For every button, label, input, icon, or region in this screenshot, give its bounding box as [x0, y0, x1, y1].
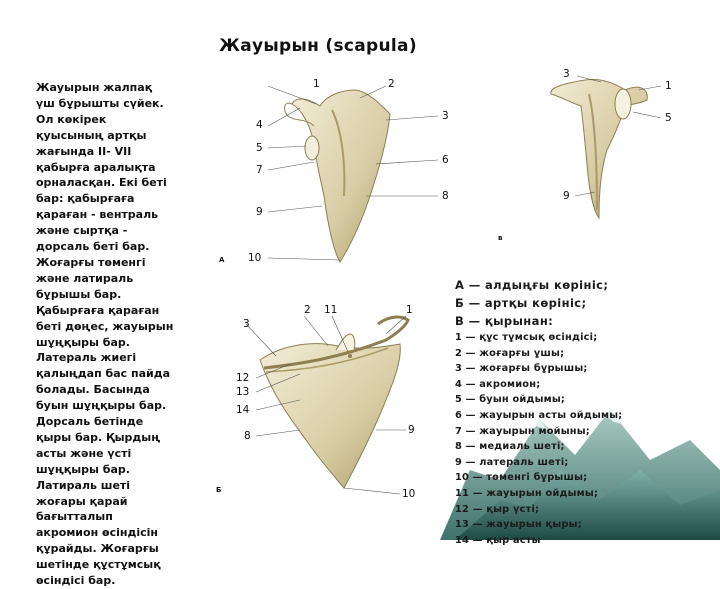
description-line: бұрышы бар. — [36, 287, 122, 301]
description-line: Жоғарғы төменгі — [36, 255, 146, 269]
label-number: 12 — [236, 372, 250, 384]
legend-item: 1 — құс тұмсық өсіндісі; — [455, 332, 598, 343]
description-line: асты және үсті — [36, 446, 132, 460]
legend — [455, 276, 715, 548]
description-line: орналасқан. Екі беті — [36, 176, 167, 190]
description-line: бағытталып — [36, 510, 113, 524]
legend-item: 7 — жауырын мойыны; — [455, 425, 590, 437]
description-line: және сыртқа - — [36, 224, 128, 238]
description-line: шұңқыры бар. — [36, 462, 130, 476]
label-number: 3 — [442, 110, 449, 122]
label-number: 6 — [442, 154, 449, 166]
label-number: 9 — [408, 424, 415, 436]
label-number: 11 — [324, 304, 338, 316]
legend-item: 11 — жауырын ойдымы; — [455, 487, 599, 499]
label-number: 8 — [244, 430, 251, 442]
panel-label: Б — [216, 486, 222, 494]
description-line: қараған - вентраль — [36, 208, 159, 222]
description-line: дорсаль беті бар. — [36, 240, 150, 254]
description-line: шетінде құстұмсық — [36, 558, 161, 572]
label-number: 13 — [236, 386, 250, 398]
description-line: Дорсаль бетінде — [36, 415, 144, 429]
label-number: 9 — [256, 206, 263, 218]
description-line: Латираль шеті — [36, 478, 131, 492]
description-line: Жауырын жалпақ — [36, 81, 153, 94]
legend-item: 5 — буын ойдымы; — [455, 394, 566, 406]
legend-item: 3 — жоғарғы бұрышы; — [455, 363, 588, 375]
label-number: 7 — [256, 164, 263, 176]
description-line: құрайды. Жоғарғы — [36, 542, 159, 556]
description-text — [36, 80, 206, 589]
description-line: Ол көкірек — [36, 112, 107, 126]
label-number: 1 — [665, 80, 672, 92]
legend-item: 9 — латераль шеті; — [455, 456, 569, 468]
description-line: жағында II- VII — [36, 144, 132, 158]
description-line: шұңқыры бар. — [36, 335, 130, 349]
legend-view: Б — артқы көрініс; — [455, 296, 587, 310]
description-line: беті дөңес, жауырын — [36, 319, 174, 333]
label-number: 5 — [256, 142, 263, 154]
description-line: қалыңдап бас пайда — [36, 367, 171, 381]
legend-item: 6 — жауырын асты ойдымы; — [455, 409, 623, 421]
description-line: жоғары қарай — [36, 494, 128, 508]
legend-item: 2 — жоғарғы ұшы; — [455, 347, 565, 359]
scapula-anterior-illustration — [210, 66, 472, 270]
figure-lateral — [489, 60, 693, 246]
label-number: 8 — [442, 190, 449, 202]
description-line: және латираль — [36, 271, 134, 285]
description-line: қыры бар. Қырдың — [36, 430, 161, 444]
label-number: 14 — [236, 404, 250, 416]
description-line: болады. Басында — [36, 383, 150, 397]
figure-posterior — [210, 290, 446, 510]
description-line: қуысының артқы — [36, 128, 147, 142]
description-line: Латераль жиегі — [36, 351, 137, 365]
label-number: 4 — [256, 119, 263, 131]
legend-view: В — қырынан: — [455, 314, 554, 328]
panel-label: в — [498, 234, 503, 242]
label-number: 3 — [563, 68, 570, 80]
label-number: 2 — [304, 304, 311, 316]
description-line: қабырға аралықта — [36, 160, 156, 174]
description-line: өсіндісі бар. — [36, 574, 116, 588]
label-number: 9 — [563, 190, 570, 202]
scapula-lateral-illustration — [489, 60, 693, 246]
panel-label: А — [219, 256, 225, 264]
label-number: 3 — [243, 318, 250, 330]
description-line: бар: қабырғаға — [36, 192, 135, 206]
label-number: 1 — [406, 304, 413, 316]
label-number: 1 — [313, 78, 320, 90]
description-line: акромион өсіндісін — [36, 526, 158, 540]
legend-item: 14 — қыр асты — [455, 534, 541, 546]
description-line: үш бұрышты сүйек. — [36, 96, 164, 110]
label-number: 5 — [665, 112, 672, 124]
legend-item: 4 — акромион; — [455, 378, 541, 390]
label-number: 10 — [402, 488, 416, 500]
label-number: 2 — [388, 78, 395, 90]
description-line: Қабырғаға қараған — [36, 303, 160, 317]
description-line: буын шұңқыры бар. — [36, 399, 167, 413]
legend-item: 10 — төменгі бұрышы; — [455, 472, 588, 484]
legend-item: 8 — медиаль шеті; — [455, 441, 565, 453]
legend-item: 13 — жауырын қыры; — [455, 519, 582, 531]
legend-view: А — алдыңғы көрініс; — [455, 278, 609, 292]
label-number: 10 — [248, 252, 262, 264]
figure-anterior — [210, 66, 472, 270]
legend-item: 12 — қыр үсті; — [455, 503, 540, 515]
page-title: Жауырын (scapula) — [219, 36, 417, 56]
